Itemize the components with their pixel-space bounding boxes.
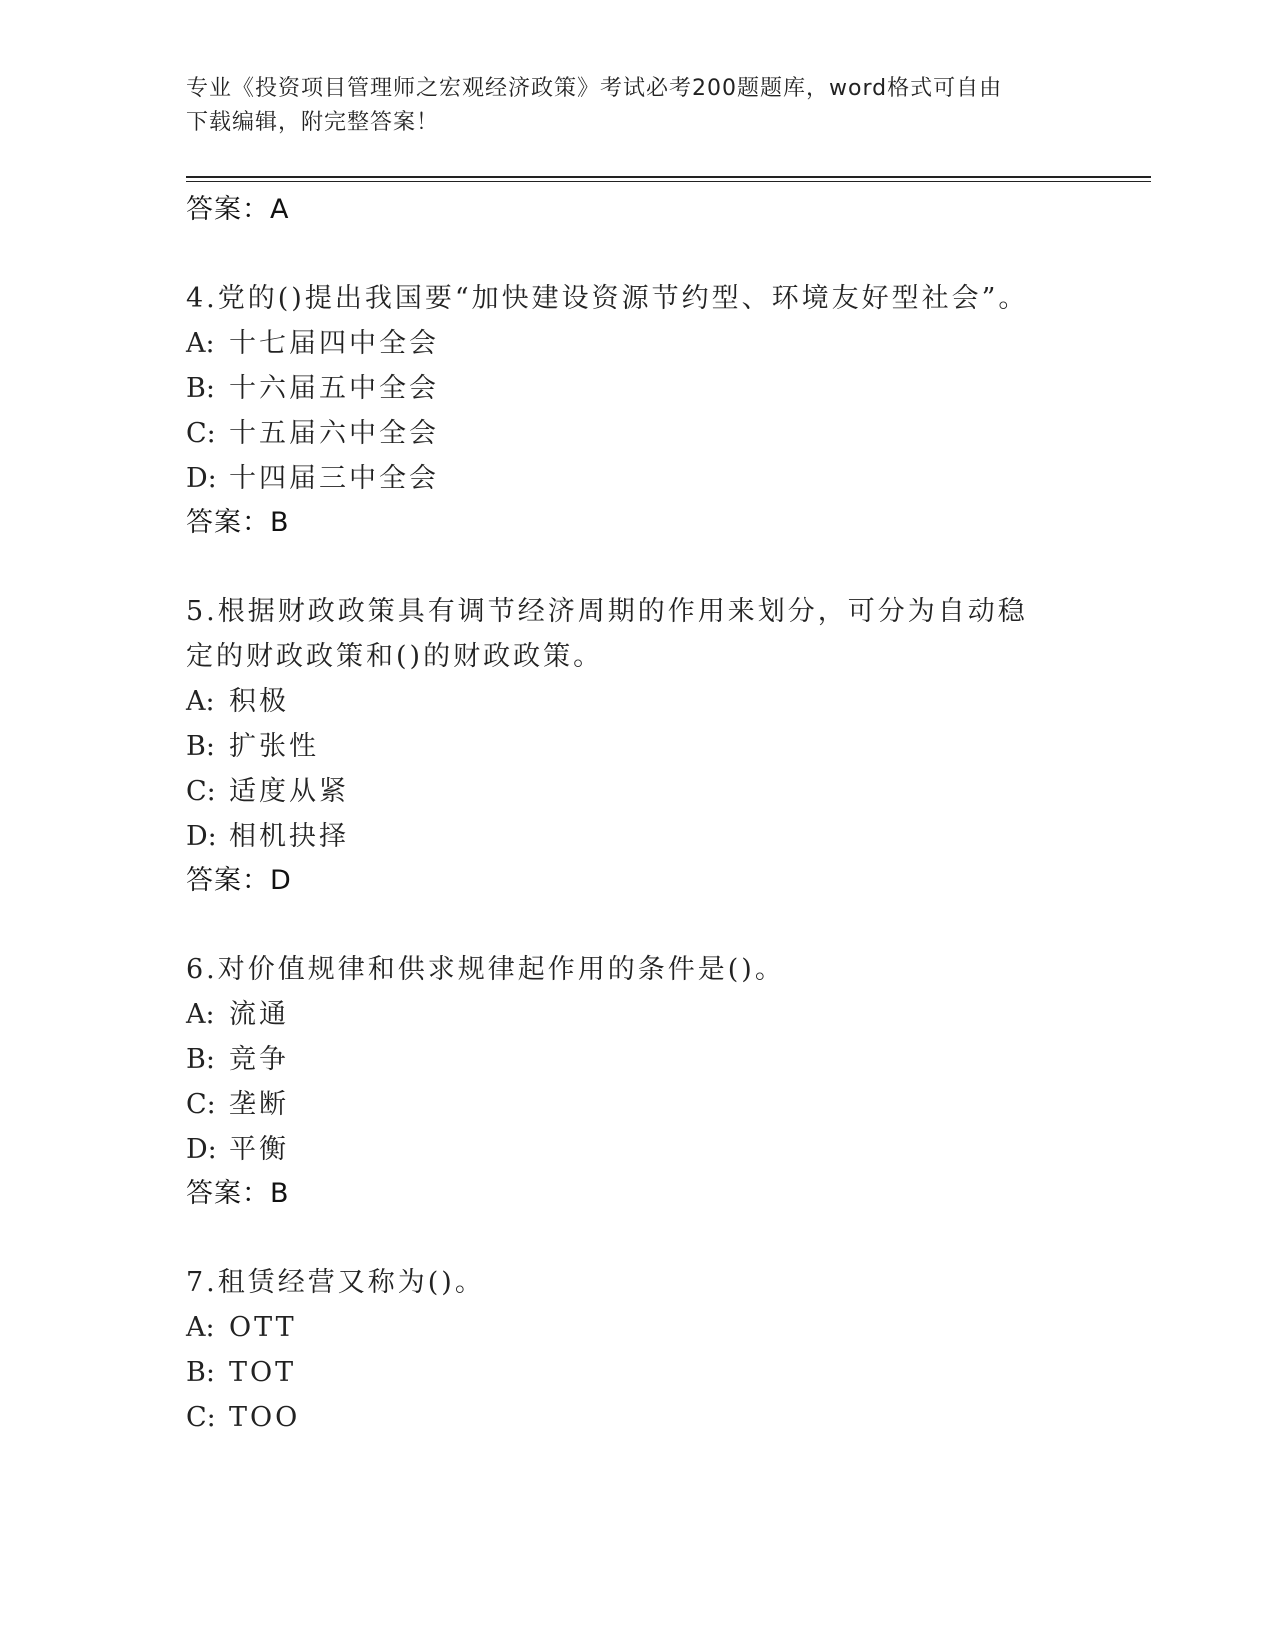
- option-c: [186, 411, 1086, 456]
- header-divider-thin: [186, 181, 1151, 182]
- option-key: A:: [186, 328, 215, 359]
- question-stem: 5.根据财政政策具有调节经济周期的作用来划分，可分为自动稳定的财政政策和()的财政政策。: [186, 596, 1028, 672]
- answer-line: 答案：B: [186, 1178, 290, 1209]
- header-line-1: 专业《投资项目管理师之宏观经济政策》考试必考200题题库，word格式可自由: [186, 76, 1003, 101]
- option-d: [186, 814, 1086, 859]
- answer-line: 答案：D: [186, 865, 292, 896]
- answer-line: 答案：A: [186, 194, 290, 225]
- option-key: B:: [186, 1044, 215, 1075]
- option-key: B:: [186, 1357, 215, 1388]
- option-a: [186, 679, 1086, 724]
- option-text: 垄断: [229, 1089, 289, 1120]
- option-text: 流通: [229, 999, 289, 1030]
- option-key: C:: [186, 1402, 216, 1433]
- question-stem: 7.租赁经营又称为()。: [186, 1267, 485, 1298]
- option-text: 十七届四中全会: [229, 328, 439, 359]
- option-key: B:: [186, 731, 215, 762]
- question-block: [186, 1260, 1086, 1440]
- option-text: 平衡: [229, 1134, 289, 1165]
- option-a: [186, 992, 1086, 1037]
- option-d: [186, 456, 1086, 501]
- question-block: [186, 589, 1086, 903]
- option-text: OTT: [229, 1312, 297, 1343]
- option-key: D:: [186, 1134, 217, 1165]
- option-key: D:: [186, 463, 217, 494]
- option-c: [186, 1082, 1086, 1127]
- option-text: 十六届五中全会: [229, 373, 439, 404]
- option-text: 十四届三中全会: [229, 463, 439, 494]
- option-text: 竞争: [229, 1044, 289, 1075]
- header-divider-thick: [186, 176, 1151, 178]
- option-text: 积极: [229, 686, 289, 717]
- question-block: [186, 276, 1086, 545]
- option-key: A:: [186, 999, 215, 1030]
- question-stem: 4.党的()提出我国要“加快建设资源节约型、环境友好型社会”。: [186, 283, 1029, 314]
- question-stem: 6.对价值规律和供求规律起作用的条件是()。: [186, 954, 785, 985]
- option-key: D:: [186, 821, 217, 852]
- option-b: [186, 1037, 1086, 1082]
- answer-line: 答案：B: [186, 507, 290, 538]
- option-d: [186, 1127, 1086, 1172]
- option-text: 十五届六中全会: [229, 418, 439, 449]
- question-list: [186, 188, 1086, 1440]
- option-c: [186, 1395, 1086, 1440]
- question-block: [186, 947, 1086, 1216]
- option-key: C:: [186, 776, 216, 807]
- option-b: [186, 366, 1086, 411]
- header-line-2: 下载编辑，附完整答案！: [186, 110, 440, 135]
- option-key: C:: [186, 1089, 216, 1120]
- document-header: [186, 72, 1066, 140]
- option-c: [186, 769, 1086, 814]
- option-b: [186, 1350, 1086, 1395]
- option-a: [186, 1305, 1086, 1350]
- option-key: A:: [186, 686, 215, 717]
- option-key: B:: [186, 373, 215, 404]
- option-a: [186, 321, 1086, 366]
- option-b: [186, 724, 1086, 769]
- option-text: TOT: [229, 1357, 297, 1388]
- option-text: 相机抉择: [229, 821, 349, 852]
- option-key: A:: [186, 1312, 215, 1343]
- option-text: 适度从紧: [229, 776, 349, 807]
- option-text: 扩张性: [229, 731, 319, 762]
- option-key: C:: [186, 418, 216, 449]
- option-text: TOO: [229, 1402, 301, 1433]
